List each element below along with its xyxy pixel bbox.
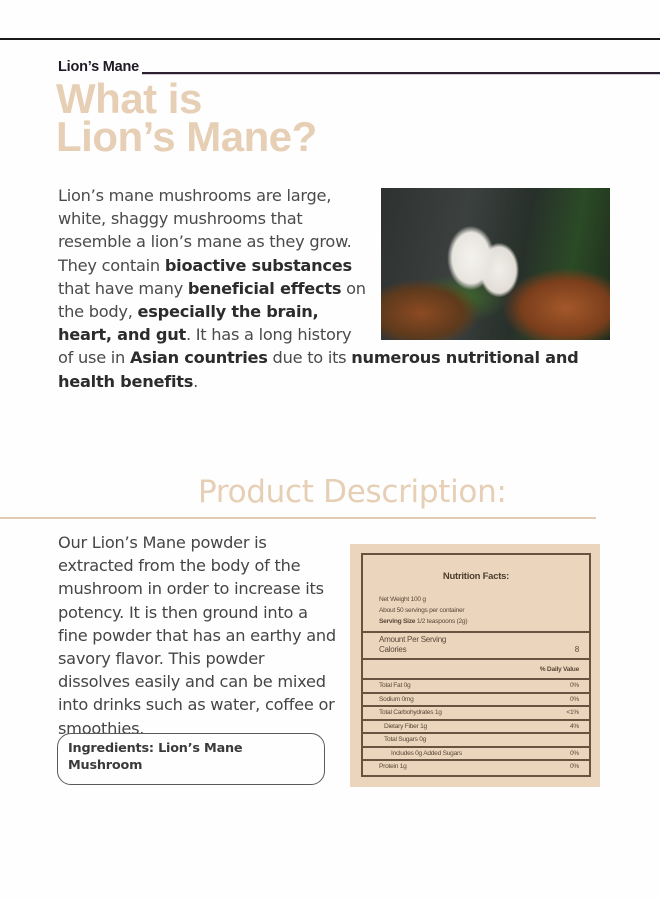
nutrition-meta <box>363 588 589 631</box>
page-title <box>56 75 317 160</box>
nutrient-label: Dietary Fiber 1g <box>384 722 427 730</box>
daily-value-header: % Daily Value <box>363 658 589 678</box>
top-border-rule <box>0 38 660 40</box>
servings-per-container: About 50 servings per container <box>379 607 465 615</box>
intro-bold-text: beneficial effects <box>187 278 342 298</box>
nutrient-value: 4% <box>569 722 579 730</box>
intro-section <box>58 184 618 393</box>
nutrient-value: 0% <box>569 749 579 757</box>
nutrient-row <box>363 759 589 773</box>
nutrient-value: <1% <box>566 709 579 717</box>
serving-size <box>379 616 589 627</box>
serving-size-value: 1/2 teaspoons (2g) <box>416 618 468 626</box>
intro-text: on the body, <box>58 278 366 322</box>
ingredients-box: Ingredients: Lion’s Mane Mushroom <box>57 733 325 785</box>
amount-per-serving-label: Amount Per Serving <box>379 635 447 645</box>
nutrient-label: Total Carbohydrates 1g <box>379 709 442 717</box>
nutrition-facts-title: Nutrition Facts: <box>442 571 510 582</box>
calories-value: 8 <box>574 645 579 655</box>
serving-size-label: Serving Size <box>379 618 416 626</box>
intro-bold-text: Asian countries <box>129 348 268 368</box>
intro-bold-text: numerous nutritional and health benefits <box>58 348 579 391</box>
intro-bold-text: bioactive substances <box>164 255 352 275</box>
calories-label: Calories <box>379 645 407 655</box>
nutrient-value: 0% <box>569 682 579 690</box>
nutrition-facts-panel <box>350 544 600 787</box>
title-line-2: Lion’s Mane? <box>56 113 317 160</box>
intro-text: due to its <box>267 348 352 368</box>
nutrition-facts-table <box>361 553 591 777</box>
product-description-heading: Product Description: <box>198 474 507 510</box>
calories-row <box>363 631 589 658</box>
nutrient-label: Sodium 0mg <box>379 695 414 703</box>
brand-underline <box>142 72 660 74</box>
nutrient-value: 0% <box>569 695 579 703</box>
nutrient-label: Total Fat 0g <box>379 682 411 690</box>
nutrient-label: Protein 1g <box>379 763 407 771</box>
intro-text: Lion’s mane mushrooms are large, white, shaggy mushrooms that resemble a lion’s mane as they grow. They contain <box>58 186 352 275</box>
title-line-1: What is <box>56 75 202 122</box>
nutrient-value: 0% <box>569 763 579 771</box>
intro-text: that have many <box>58 278 188 298</box>
lions-mane-mushroom-photo <box>381 188 610 340</box>
intro-bold-text: especially the brain, heart, and gut <box>58 302 319 345</box>
intro-text: . It has a long history of use in <box>58 325 352 368</box>
nutrient-label: Total Sugars 0g <box>384 736 427 744</box>
product-description-text: Our Lion’s Mane powder is extracted from the body of the mushroom in order to increase its potency. It is then ground into a fine powder that has an earthy and savory flavor. This powder dissolves easily and can be mixed into drinks such as water, coffee or smoothies. <box>58 533 336 738</box>
nutrient-label: Includes 0g Added Sugars <box>391 749 462 757</box>
net-weight: Net Weight 100 g <box>379 596 426 604</box>
brand-label: Lion’s Mane <box>58 59 140 75</box>
product-description-rule <box>0 517 596 519</box>
intro-text: . <box>193 371 199 391</box>
